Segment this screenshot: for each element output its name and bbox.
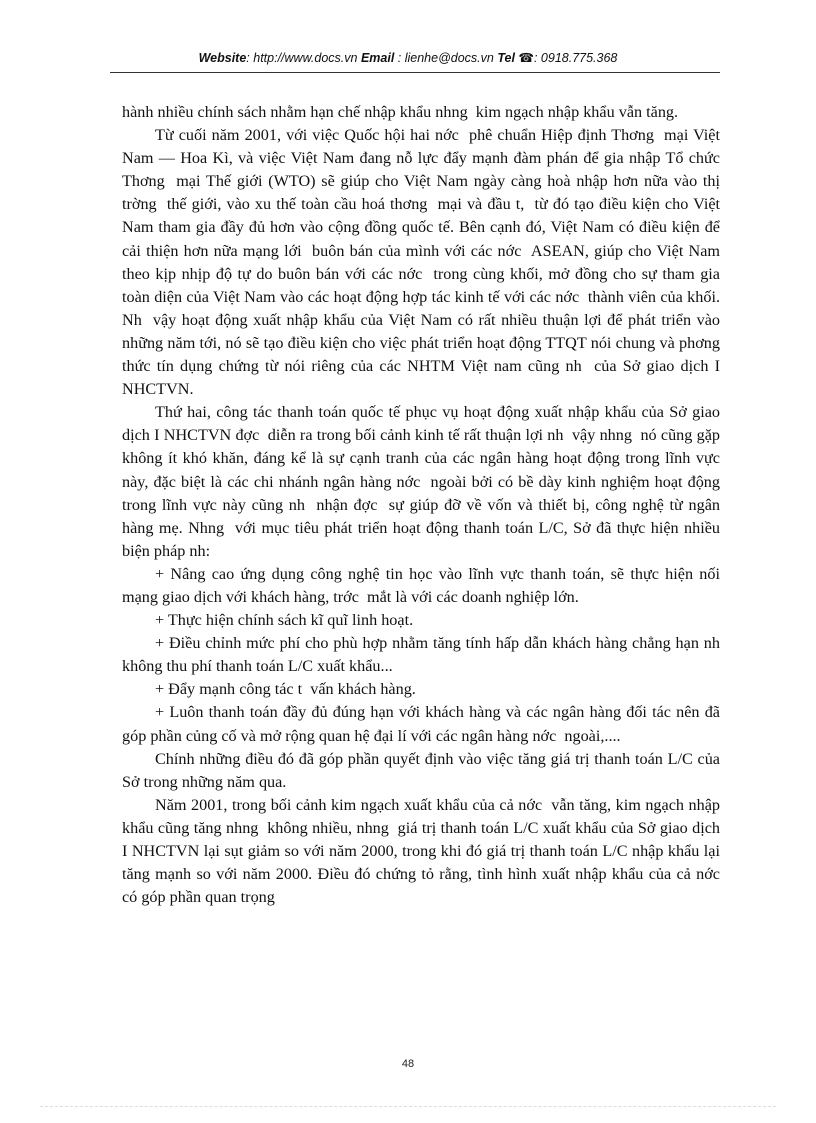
website-label: Website xyxy=(198,51,247,65)
paragraph-2: Từ cuối năm 2001, với việc Quốc hội hai nớc phê chuẩn Hiệp định Thơng mại Việt Nam — Hoa Kì, và việc Việt Nam đang nỗ lực đẩy mạnh đàm phán để gia nhập Tổ chức Thơng mại Thế giới (WTO) sẽ giúp cho Việt Nam ngày càng hoà nhập hơn nữa vào thị trờng thế giới, vào xu thế toàn cầu hoá thơng mại và đầu t, từ đó tạo điều kiện cho Việt Nam tham gia đầy đủ hơn vào cộng đồng quốc tế. Bên cạnh đó, Việt Nam có điều kiện để cải thiện hơn nữa mạng lới buôn bán của mình với các nớc ASEAN, giúp cho Việt Nam theo kịp nhịp độ tự do buôn bán với các nớc trong cùng khối, mở đồng cho sự tham gia toàn diện của Việt Nam vào các hoạt động hợp tác kinh tế với các nớc thành viên của khối. Nh vậy hoạt động xuất nhập khẩu của Việt Nam có rất nhiều thuận lợi để phát triển vào những năm tới, nó sẽ tạo điều kiện cho việc phát triển hoạt động TTQT nói chung và phơng thức tín dụng chứng từ nói riêng của các NHTM Việt nam cũng nh của Sở giao dịch I NHCTVN. xyxy=(122,126,729,399)
header-divider xyxy=(110,72,720,73)
bullet-fee-adjustment: + Điều chỉnh mức phí cho phù hợp nhằm tăng tính hấp dẫn khách hàng chẳng hạn nh không thu phí thanh toán L/C xuất khẩu... xyxy=(122,634,729,676)
paragraph-conclusion: Chính những điều đó đã góp phần quyết định vào việc tăng giá trị thanh toán L/C của Sở trong những năm qua. xyxy=(122,749,725,791)
paragraph-2001: Năm 2001, trong bối cảnh kim ngạch xuất khẩu của cả nớc vẫn tăng, kim ngạch nhập khẩu cũng tăng nhng không nhiều, nhng giá trị thanh toán L/C xuất khẩu của Sở giao dịch I NHCTVN lại sụt giảm so với năm 2000, trong khi đó giá trị thanh toán L/C nhập khẩu lại tăng mạnh so với năm 2000. Điều đó chứng tỏ rằng, tình hình xuất nhập khẩu của cả nớc có góp phần quan trọng xyxy=(122,795,729,907)
paragraph-1: hành nhiều chính sách nhằm hạn chế nhập khẩu nhng kim ngạch nhập khẩu vẫn tăng. xyxy=(122,103,679,121)
email-address: : lienhe@docs.vn xyxy=(394,51,498,65)
email-label: Email xyxy=(360,51,395,65)
document-body xyxy=(122,101,729,909)
tel-label: Tel ☎ xyxy=(497,51,534,65)
page-number: 48 xyxy=(401,1058,415,1070)
bullet-deposit-policy: + Thực hiện chính sách kĩ quĩ linh hoạt. xyxy=(155,611,414,630)
footer-divider xyxy=(40,1106,776,1107)
website-url: : http://www.docs.vn xyxy=(246,51,361,65)
bullet-consulting: + Đẩy mạnh công tác t vấn khách hàng. xyxy=(155,680,416,699)
tel-number: : 0918.775.368 xyxy=(533,51,618,65)
bullet-technology: + Nâng cao ứng dụng công nghệ tin học vào lĩnh vực thanh toán, sẽ thực hiện nối mạng giao dịch với khách hàng, trớc mắt là với các doanh nghiệp lớn. xyxy=(122,564,725,606)
paragraph-3: Thứ hai, công tác thanh toán quốc tế phục vụ hoạt động xuất nhập khẩu của Sở giao dịch I NHCTVN đợc diễn ra trong bối cảnh kinh tế rất thuận lợi nh vậy nhng nó cũng gặp không ít khó khăn, đáng kể là sự cạnh tranh của các ngân hàng hoạt động trong lĩnh vực này, đặc biệt là các chi nhánh ngân hàng nớc ngoài bởi có bề dày kinh nghiệm hoạt động trong lĩnh vực này cũng nh nhận đợc sự giúp đỡ về vốn và thiết bị, công nghệ từ ngân hàng mẹ. Nhng với mục tiêu phát triển hoạt động thanh toán L/C, Sở đã thực hiện nhiều biện pháp nh: xyxy=(122,403,725,560)
page-header xyxy=(0,50,816,65)
bullet-payment: + Luôn thanh toán đầy đủ đúng hạn với khách hàng và các ngân hàng đối tác nên đã góp phần củng cố và mở rộng quan hệ đại lí với các ngân hàng nớc ngoài,.... xyxy=(122,703,725,745)
